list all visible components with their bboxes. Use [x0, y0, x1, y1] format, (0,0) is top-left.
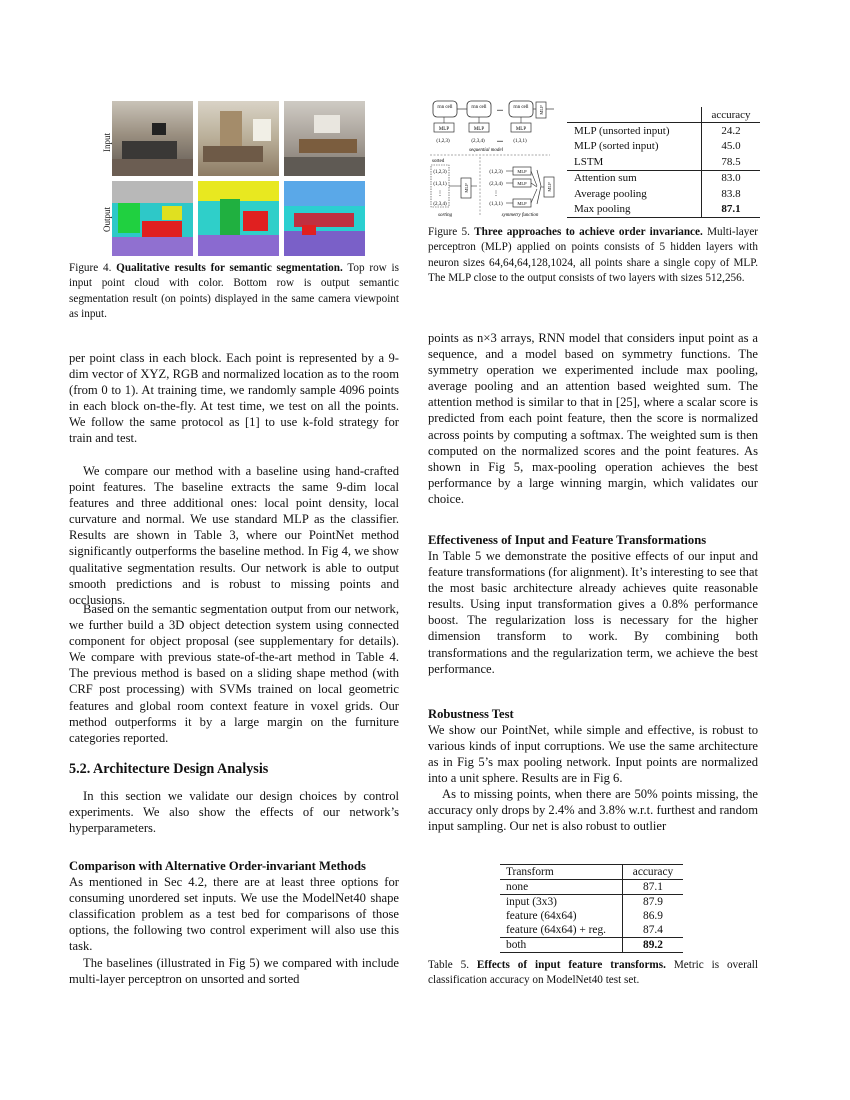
sym-item-dots: ⋮ — [493, 191, 499, 197]
sym-mlp-out: MLP — [547, 182, 552, 192]
sorting-label: sorting — [438, 213, 453, 218]
accuracy-header: accuracy — [623, 865, 684, 880]
table-5-caption — [428, 958, 758, 989]
seq-mlp-2: MLP — [473, 127, 485, 132]
sorted-item-3: (2,3,4) — [433, 202, 447, 207]
sorted-item-dots: ⋮ — [437, 191, 443, 197]
figure-5-diagram — [428, 98, 560, 220]
robustness-heading: Robustness Test — [428, 707, 514, 721]
transform-header: Transform — [506, 866, 554, 878]
accuracy-cell: 87.9 — [623, 895, 684, 910]
figure-5-table — [567, 107, 760, 218]
table-row — [567, 139, 760, 154]
left-paragraph-1: per point class in each block. Each point is represented by a 9-dim vector of XYZ, RGB and normalized location as to the room (from 0 to 1). At training time, we randomly sample 4096 points in each block on-the-fly. At test time, we test on all the points. We follow the same protocol as [1] to use k-fold strategy for train and test. — [69, 351, 399, 446]
seq-ellipsis: ... — [497, 104, 503, 113]
method-cell: Average pooling — [574, 187, 647, 200]
seq-mlp-out: MLP — [539, 105, 544, 115]
output-scene-3 — [284, 181, 365, 256]
table-row — [500, 909, 683, 923]
table-row — [500, 923, 683, 938]
table-row — [567, 201, 760, 217]
output-scene-1 — [112, 181, 193, 256]
right-paragraph-3: We show our PointNet, while simple and effective, is robust to various kinds of input corruptions. We use the same architecture as in Fig 5’s max pooling network. Input points are normalized into a unit sphere. Results are in Fig 6. — [428, 723, 758, 786]
method-cell: MLP (sorted input) — [574, 140, 659, 153]
sym-mlp-1: MLP — [517, 169, 527, 174]
transform-cell: feature (64x64) + reg. — [506, 924, 607, 936]
rnn-cell-3: rnn cell — [513, 105, 529, 110]
transform-cell: input (3x3) — [506, 896, 557, 908]
accuracy-cell: 87.1 — [702, 201, 761, 217]
figure-4-body: Top row is input point cloud with color. Bottom row is output semantic segmentation result (on points) displayed in the same camera viewpoint as input. — [69, 262, 399, 320]
table-row — [500, 938, 683, 953]
seq-input-ellipsis: ... — [497, 135, 503, 144]
left-paragraph-3: Based on the semantic segmentation output from our network, we further build a 3D object detection system using connected component for object proposal (see supplementary for details). We compare with previous state-of-the-art method in Table 4. The previous method is based on a sliding shape method (with CRF post processing) with SVMs trained on local geometric features and global room context feature in voxel grids. Our method outperforms it by a large margin on the furniture categories reported. — [69, 602, 399, 745]
accuracy-header: accuracy — [702, 107, 761, 123]
table-row — [567, 186, 760, 201]
rnn-cell-2: rnn cell — [471, 105, 487, 110]
sorted-label: sorted — [432, 159, 445, 164]
table-5 — [500, 864, 683, 953]
table-row — [500, 880, 683, 895]
effectiveness-heading: Effectiveness of Input and Feature Transformations — [428, 533, 707, 547]
comparison-heading: Comparison with Alternative Order-invariant Methods — [69, 859, 366, 873]
right-paragraph-1: points as n×3 arrays, RNN model that considers input point as a sequence, and a model based on symmetry functions. The symmetry operation we experimented include max pooling, average pooling and an attention based weighted sum. The attention method is similar to that in [25], where a scalar score is predicted from each point feature, then the score is normalized across points by computing a softmax. The weighted sum is then computed on the normalized scores and the point features. As shown in Fig 5, max-pooling operation achieves the best performance by a large winning margin, which validates our choice. — [428, 331, 758, 506]
transform-cell: none — [506, 881, 529, 893]
symmetry-model — [489, 167, 554, 218]
table-row — [567, 123, 760, 139]
table-5-label: Table 5. — [428, 959, 469, 971]
sorted-item-2: (1,3,1) — [433, 182, 447, 187]
table-row — [567, 170, 760, 186]
accuracy-cell: 83.8 — [702, 186, 761, 201]
method-cell: MLP (unsorted input) — [574, 125, 670, 138]
sym-item-1: (1,2,3) — [489, 170, 503, 175]
transform-cell: both — [506, 939, 527, 951]
right-paragraph-2: In Table 5 we demonstrate the positive effects of our input and feature transformations (for alignment). It’s interesting to see that the most basic architecture already achieves quite reasonable results. Using input transformation gives a 0.8% performance boost. The regularization loss is necessary for the higher dimension transform to work. By combining both transformations and the regularization term, we achieve the best performance. — [428, 549, 758, 676]
accuracy-cell: 24.2 — [702, 123, 761, 139]
figure-5-body: Multi-layer perceptron (MLP) applied on points consists of 5 hidden layers with neuron sizes 64,64,64,128,1024, all points share a single copy of MLP. The MLP close to the output consists of two layers with sizes 512,256. — [428, 226, 759, 284]
sequential-model — [433, 101, 554, 153]
method-cell: Attention sum — [574, 172, 637, 185]
figure-4-title: Qualitative results for semantic segmentation. — [116, 262, 343, 274]
left-paragraph-6: The baselines (illustrated in Fig 5) we compared with include multi-layer perceptron on unsorted and sorted — [69, 956, 399, 987]
accuracy-cell: 87.4 — [623, 923, 684, 938]
method-cell: Max pooling — [574, 203, 631, 216]
accuracy-cell: 89.2 — [623, 938, 684, 953]
left-paragraph-4: In this section we validate our design choices by control experiments. We also show the effects of our network’s hyperparameters. — [69, 789, 399, 836]
accuracy-cell: 78.5 — [702, 154, 761, 170]
input-scene-3 — [284, 101, 365, 176]
section-heading: 5.2. Architecture Design Analysis — [69, 761, 269, 777]
transform-cell: feature (64x64) — [506, 910, 577, 922]
sym-mlp-2: MLP — [517, 181, 527, 186]
row-label-output: Output — [102, 206, 112, 232]
seq-input-3: (1,3,1) — [513, 139, 527, 144]
seq-mlp-3: MLP — [515, 127, 527, 132]
table-row — [500, 895, 683, 910]
seq-input-1: (1,2,3) — [436, 139, 450, 144]
input-scene-2 — [198, 101, 279, 176]
table-row — [567, 154, 760, 170]
sorted-item-1: (1,2,3) — [433, 170, 447, 175]
seq-mlp-1: MLP — [438, 127, 450, 132]
figure-5-caption — [428, 225, 758, 286]
left-paragraph-5: As mentioned in Sec 4.2, there are at least three options for consuming unordered set inputs. We use the ModelNet40 shape classification problem as a test bed for comparisons of those options, the following two control experiment will also use this task. — [69, 875, 399, 954]
accuracy-cell: 83.0 — [702, 170, 761, 186]
symmetry-function-label: symmetry function — [501, 213, 539, 218]
output-scene-2 — [198, 181, 279, 256]
sym-mlp-3: MLP — [517, 201, 527, 206]
row-label-input: Input — [102, 133, 112, 152]
sym-item-2: (2,3,4) — [489, 182, 503, 187]
seq-input-2: (2,3,4) — [471, 139, 485, 144]
left-paragraph-2: We compare our method with a baseline using hand-crafted point features. The baseline extracts the same 9-dim local features and three additional ones: local point density, local curvature and normal. We use standard MLP as the classifier. Results are shown in Table 3, where our PointNet method significantly outperforms the baseline method. In Fig 4, we show qualitative segmentation results. Our network is able to output smooth predictions and is robust to missing points and occlusions. — [69, 464, 399, 607]
sym-item-3: (1,3,1) — [489, 202, 503, 207]
input-scene-1 — [112, 101, 193, 176]
accuracy-cell: 86.9 — [623, 909, 684, 923]
accuracy-cell: 87.1 — [623, 880, 684, 895]
accuracy-cell: 45.0 — [702, 139, 761, 154]
sorting-mlp: MLP — [464, 183, 469, 193]
figure-5-label: Figure 5. — [428, 226, 470, 238]
sorting-model — [431, 159, 477, 218]
table-5-body: Metric is overall classification accuracy on ModelNet40 test set. — [428, 959, 759, 987]
rnn-cell-1: rnn cell — [437, 105, 453, 110]
figure-4-label: Figure 4. — [69, 262, 112, 274]
table-5-title: Effects of input feature transforms. — [476, 959, 666, 971]
method-cell: LSTM — [574, 155, 604, 168]
figure-4-caption — [69, 261, 399, 322]
right-paragraph-4: As to missing points, when there are 50% points missing, the accuracy only drops by 2.4% and 3.8% w.r.t. furthest and random input sampling. Our net is also robust to outlier — [428, 787, 758, 834]
sequential-model-label: sequential model — [468, 148, 504, 153]
figure-5-title: Three approaches to achieve order invariance. — [474, 226, 703, 238]
